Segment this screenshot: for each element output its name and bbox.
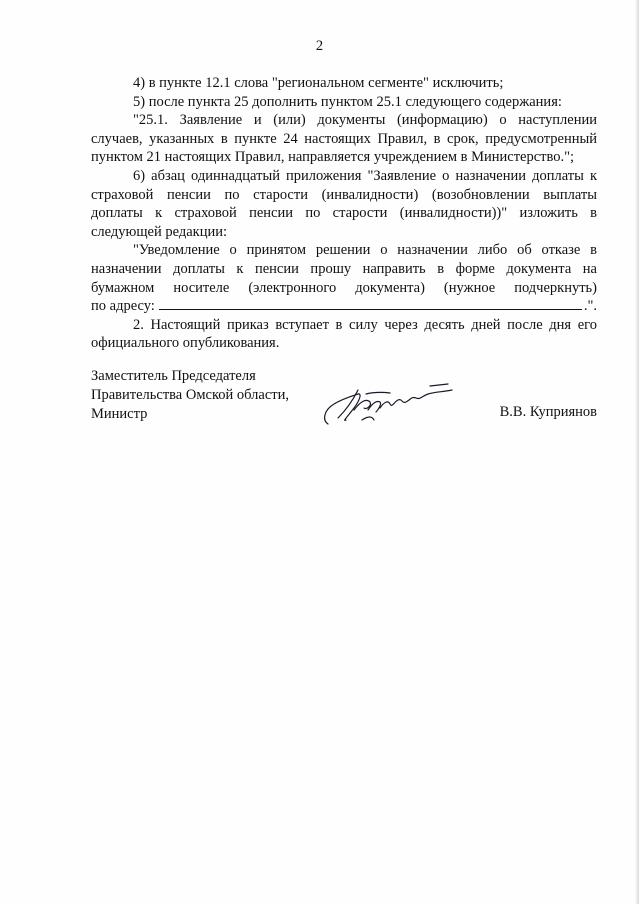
quote-line-2: назначении доплаты к пенсии прошу направить в форме документа на: [91, 260, 597, 277]
document-body: [91, 74, 597, 353]
item-5-text-line-2: случаев, указанных в пункте 24 настоящих Правил, в срок, предусмотренный: [91, 130, 597, 147]
address-blank-line: [159, 308, 582, 310]
page-edge-shadow: [635, 0, 639, 904]
signatory-title-line-3: Министр: [91, 406, 148, 422]
quote-line-1: "Уведомление о принятом решении о назначении либо об отказе в: [133, 242, 597, 259]
point-2-line-2: официального опубликования.: [91, 335, 280, 352]
signatory-title-line-1: Заместитель Председателя: [91, 368, 256, 384]
quote-line-3: бумажном носителе (электронного документа) (нужное подчеркнуть): [91, 279, 597, 296]
address-label: по адресу:: [91, 298, 155, 315]
item-6-line-4: следующей редакции:: [91, 223, 228, 240]
item-5-text-line-1: "25.1. Заявление и (или) документы (информацию) о наступлении: [133, 112, 597, 129]
item-4: 4) в пункте 12.1 слова "региональном сегменте" исключить;: [133, 75, 504, 91]
item-5: 5) после пункта 25 дополнить пунктом 25.1 следующего содержания:: [133, 93, 562, 110]
address-closing: .".: [583, 298, 597, 315]
handwritten-signature: [318, 380, 468, 430]
item-6-line-2: страховой пенсии по старости (инвалидности) (возобновлении выплаты: [91, 186, 597, 203]
item-6-line-1: 6) абзац одиннадцатый приложения "Заявление о назначении доплаты к: [133, 167, 597, 184]
point-2-line-1: 2. Настоящий приказ вступает в силу через десять дней после дня его: [133, 316, 597, 333]
item-6-line-3: доплаты к страховой пенсии по старости (инвалидности))" изложить в: [91, 205, 597, 222]
quote-line-4: [91, 297, 597, 316]
signatory-title: [91, 367, 351, 424]
item-5-text-line-3: пунктом 21 настоящих Правил, направляется учреждением в Министерство.";: [91, 149, 575, 166]
signatory-title-line-2: Правительства Омской области,: [91, 387, 289, 403]
page-number: 2: [315, 38, 324, 54]
signatory-name: В.В. Куприянов: [499, 404, 597, 420]
